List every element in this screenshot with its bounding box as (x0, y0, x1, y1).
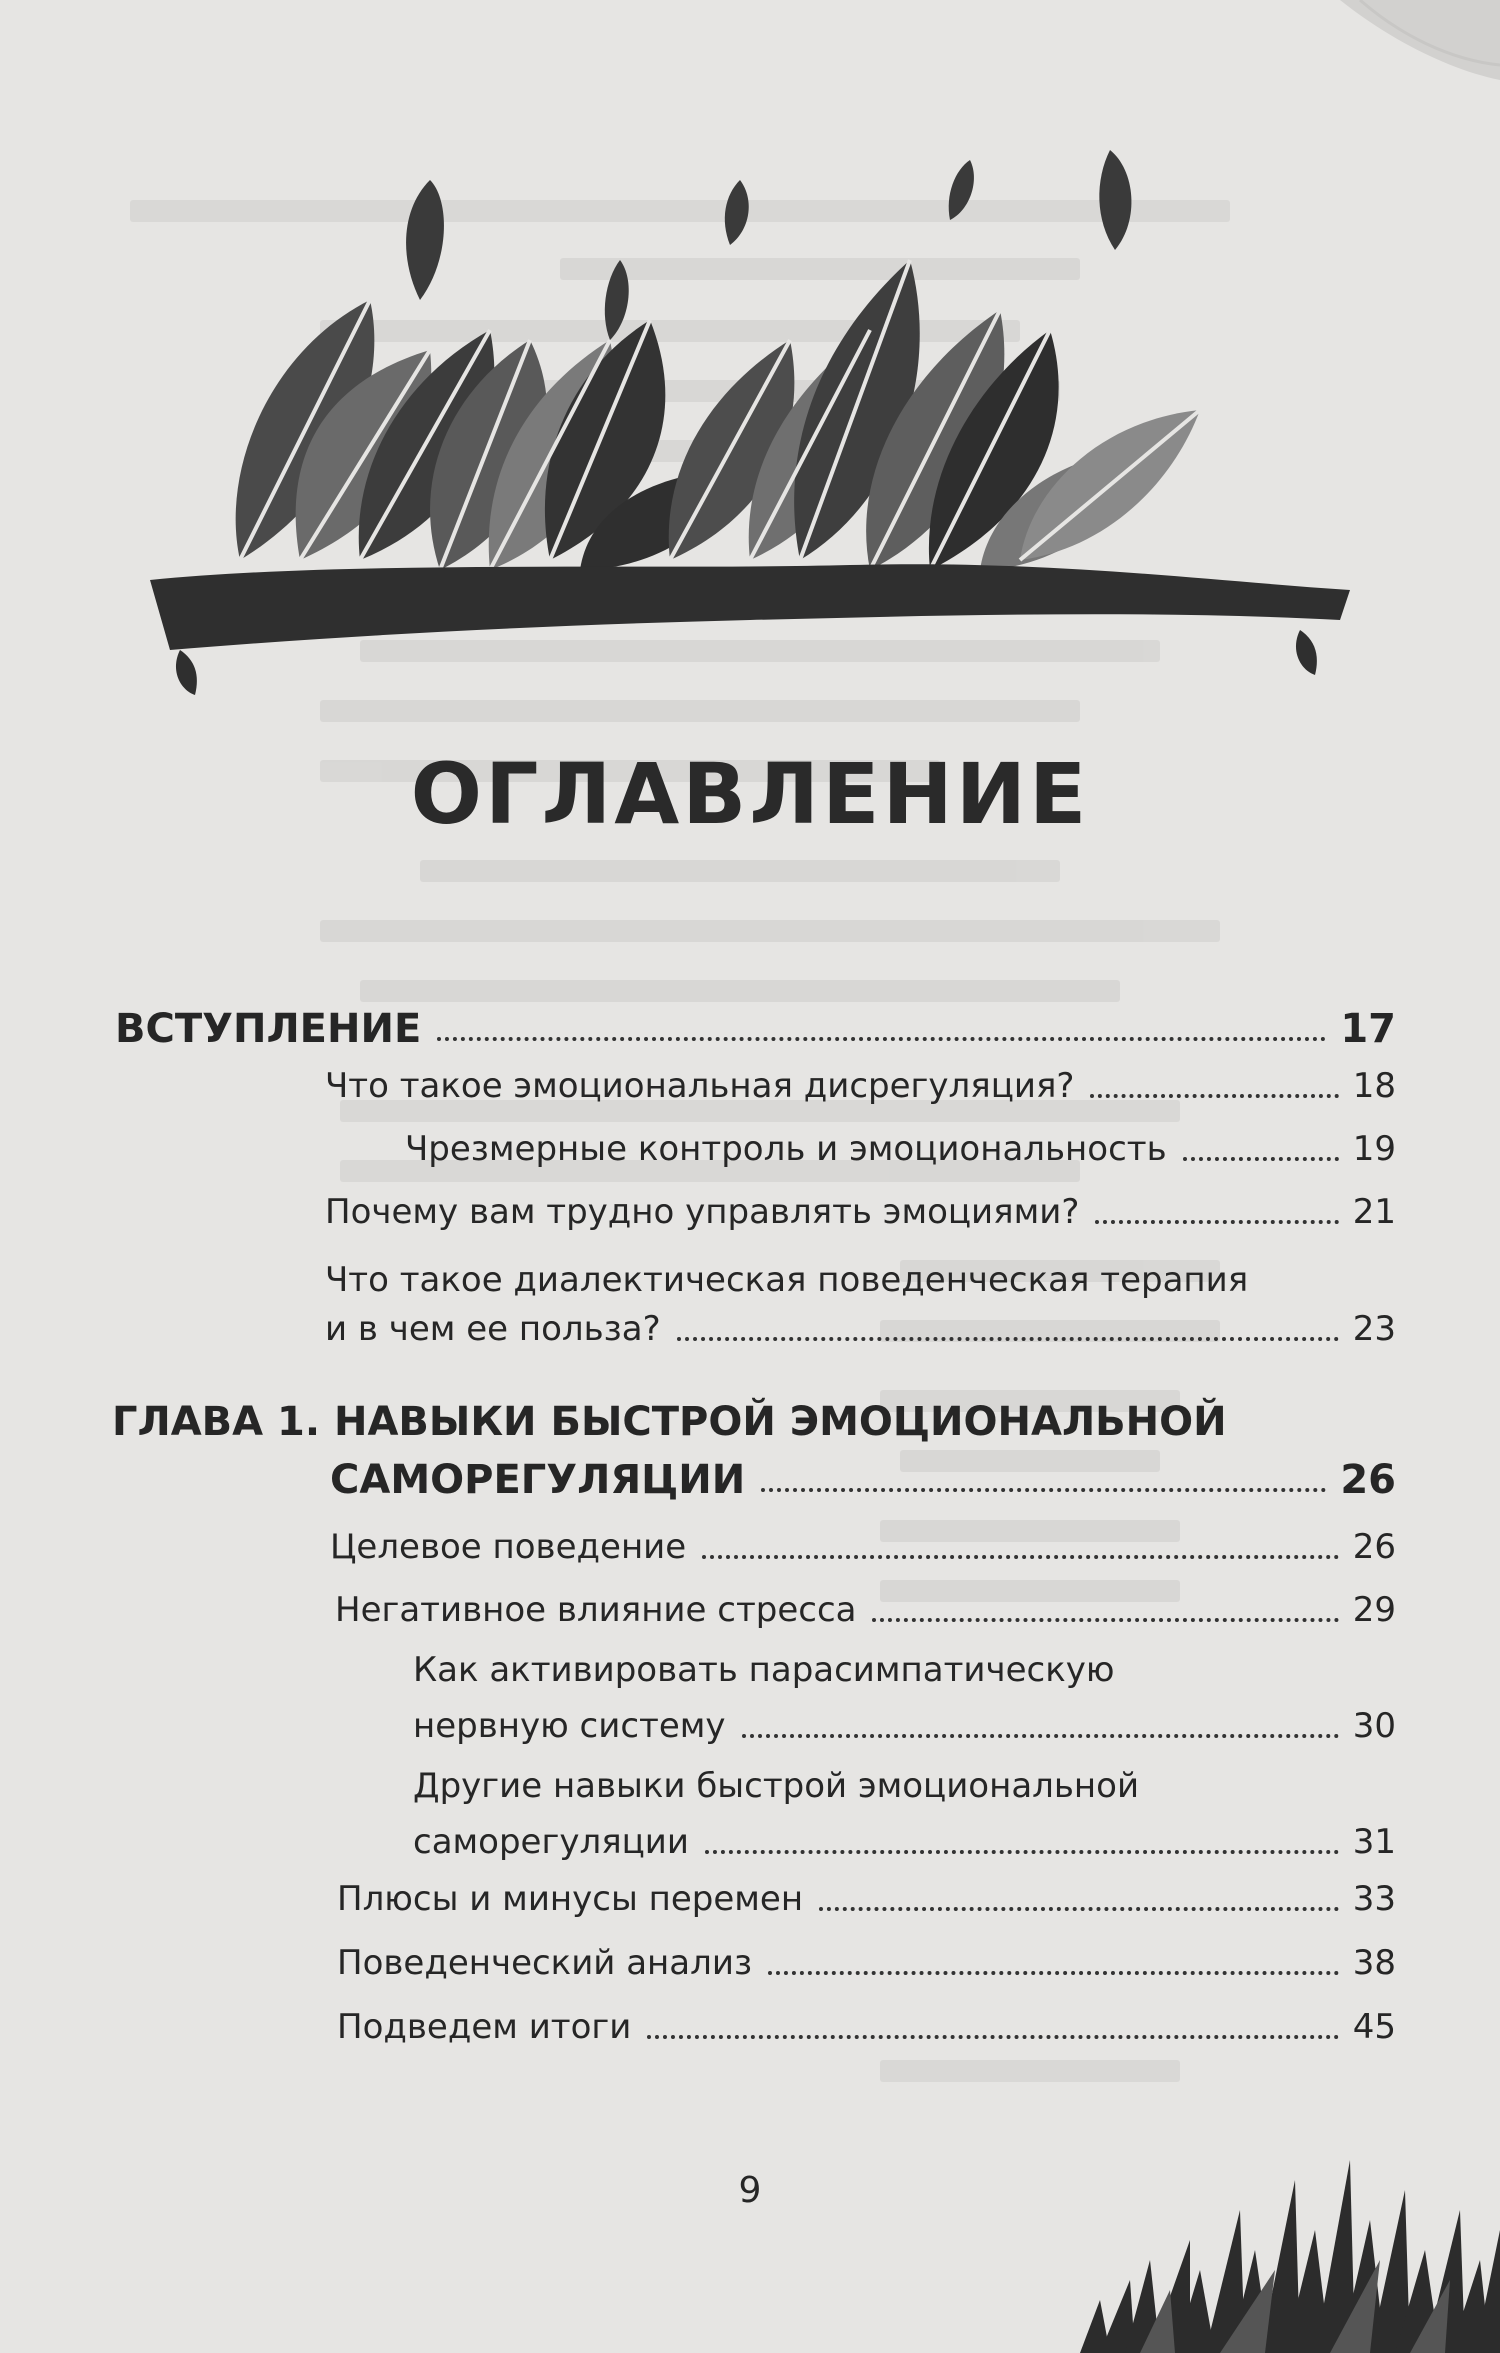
entry-title: Целевое поведение (330, 1527, 687, 1567)
dot-leader (677, 1337, 1339, 1341)
toc-entry[interactable] (405, 1125, 1396, 1173)
dot-leader (1183, 1157, 1339, 1161)
dot-leader (819, 1907, 1339, 1911)
entry-page-number: 38 (1352, 1943, 1396, 1983)
entry-title: Негативное влияние стресса (335, 1590, 857, 1630)
entry-title: Подведем итоги (337, 2007, 632, 2047)
entry-title: Плюсы и минусы перемен (337, 1879, 804, 1919)
dot-leader (647, 2035, 1338, 2039)
toc-chapter-1[interactable] (330, 1456, 1396, 1504)
entry-page-number: 29 (1352, 1590, 1396, 1630)
grass-decoration (1080, 2120, 1500, 2353)
toc-entry-introduction[interactable] (115, 1005, 1396, 1053)
dot-leader (742, 1734, 1339, 1738)
toc-entry[interactable] (413, 1818, 1396, 1866)
page-title: ОГЛАВЛЕНИЕ (410, 745, 1090, 843)
toc-entry-line1[interactable]: Другие навыки быстрой эмоциональной (413, 1766, 1140, 1806)
entry-page-number: 31 (1352, 1822, 1396, 1862)
entry-title: ВСТУПЛЕНИЕ (115, 1006, 422, 1052)
dot-leader (761, 1488, 1326, 1492)
entry-title: САМОРЕГУЛЯЦИИ (330, 1457, 746, 1503)
dot-leader (702, 1555, 1339, 1559)
dot-leader (705, 1850, 1339, 1854)
dot-leader (1090, 1094, 1338, 1098)
toc-entry[interactable] (330, 1523, 1396, 1571)
entry-title: нервную систему (413, 1706, 726, 1746)
entry-page-number: 17 (1340, 1006, 1396, 1052)
entry-page-number: 18 (1352, 1066, 1396, 1106)
entry-page-number: 23 (1352, 1309, 1396, 1349)
entry-title: Почему вам трудно управлять эмоциями? (325, 1192, 1080, 1232)
entry-title: саморегуляции (413, 1822, 689, 1862)
toc-chapter-1-line1[interactable]: ГЛАВА 1. НАВЫКИ БЫСТРОЙ ЭМОЦИОНАЛЬНОЙ (112, 1399, 1227, 1445)
entry-page-number: 45 (1352, 2007, 1396, 2047)
entry-title: Что такое эмоциональная дисрегуляция? (325, 1066, 1075, 1106)
toc-entry-line1[interactable]: Как активировать парасимпатическую (413, 1650, 1115, 1690)
dot-leader (872, 1618, 1338, 1622)
dot-leader (437, 1037, 1326, 1041)
toc-entry[interactable] (325, 1305, 1396, 1353)
toc-entry[interactable] (337, 1939, 1396, 1987)
entry-page-number: 26 (1340, 1457, 1396, 1503)
entry-title: и в чем ее польза? (325, 1309, 661, 1349)
dot-leader (1095, 1220, 1338, 1224)
toc-entry[interactable] (413, 1702, 1396, 1750)
toc-entry[interactable] (337, 1875, 1396, 1923)
page-number: 9 (738, 2170, 762, 2211)
entry-page-number: 33 (1352, 1879, 1396, 1919)
toc-entry-line1[interactable]: Что такое диалектическая поведенческая терапия (325, 1260, 1249, 1300)
toc-entry[interactable] (325, 1188, 1396, 1236)
entry-page-number: 19 (1352, 1129, 1396, 1169)
entry-page-number: 26 (1352, 1527, 1396, 1567)
toc-entry[interactable] (335, 1586, 1396, 1634)
entry-title: Поведенческий анализ (337, 1943, 753, 1983)
dot-leader (768, 1971, 1339, 1975)
entry-page-number: 30 (1352, 1706, 1396, 1746)
entry-page-number: 21 (1352, 1192, 1396, 1232)
leaves-illustration (150, 90, 1350, 710)
toc-entry[interactable] (337, 2003, 1396, 2051)
entry-title: Чрезмерные контроль и эмоциональность (405, 1129, 1167, 1169)
toc-entry[interactable] (325, 1062, 1396, 1110)
